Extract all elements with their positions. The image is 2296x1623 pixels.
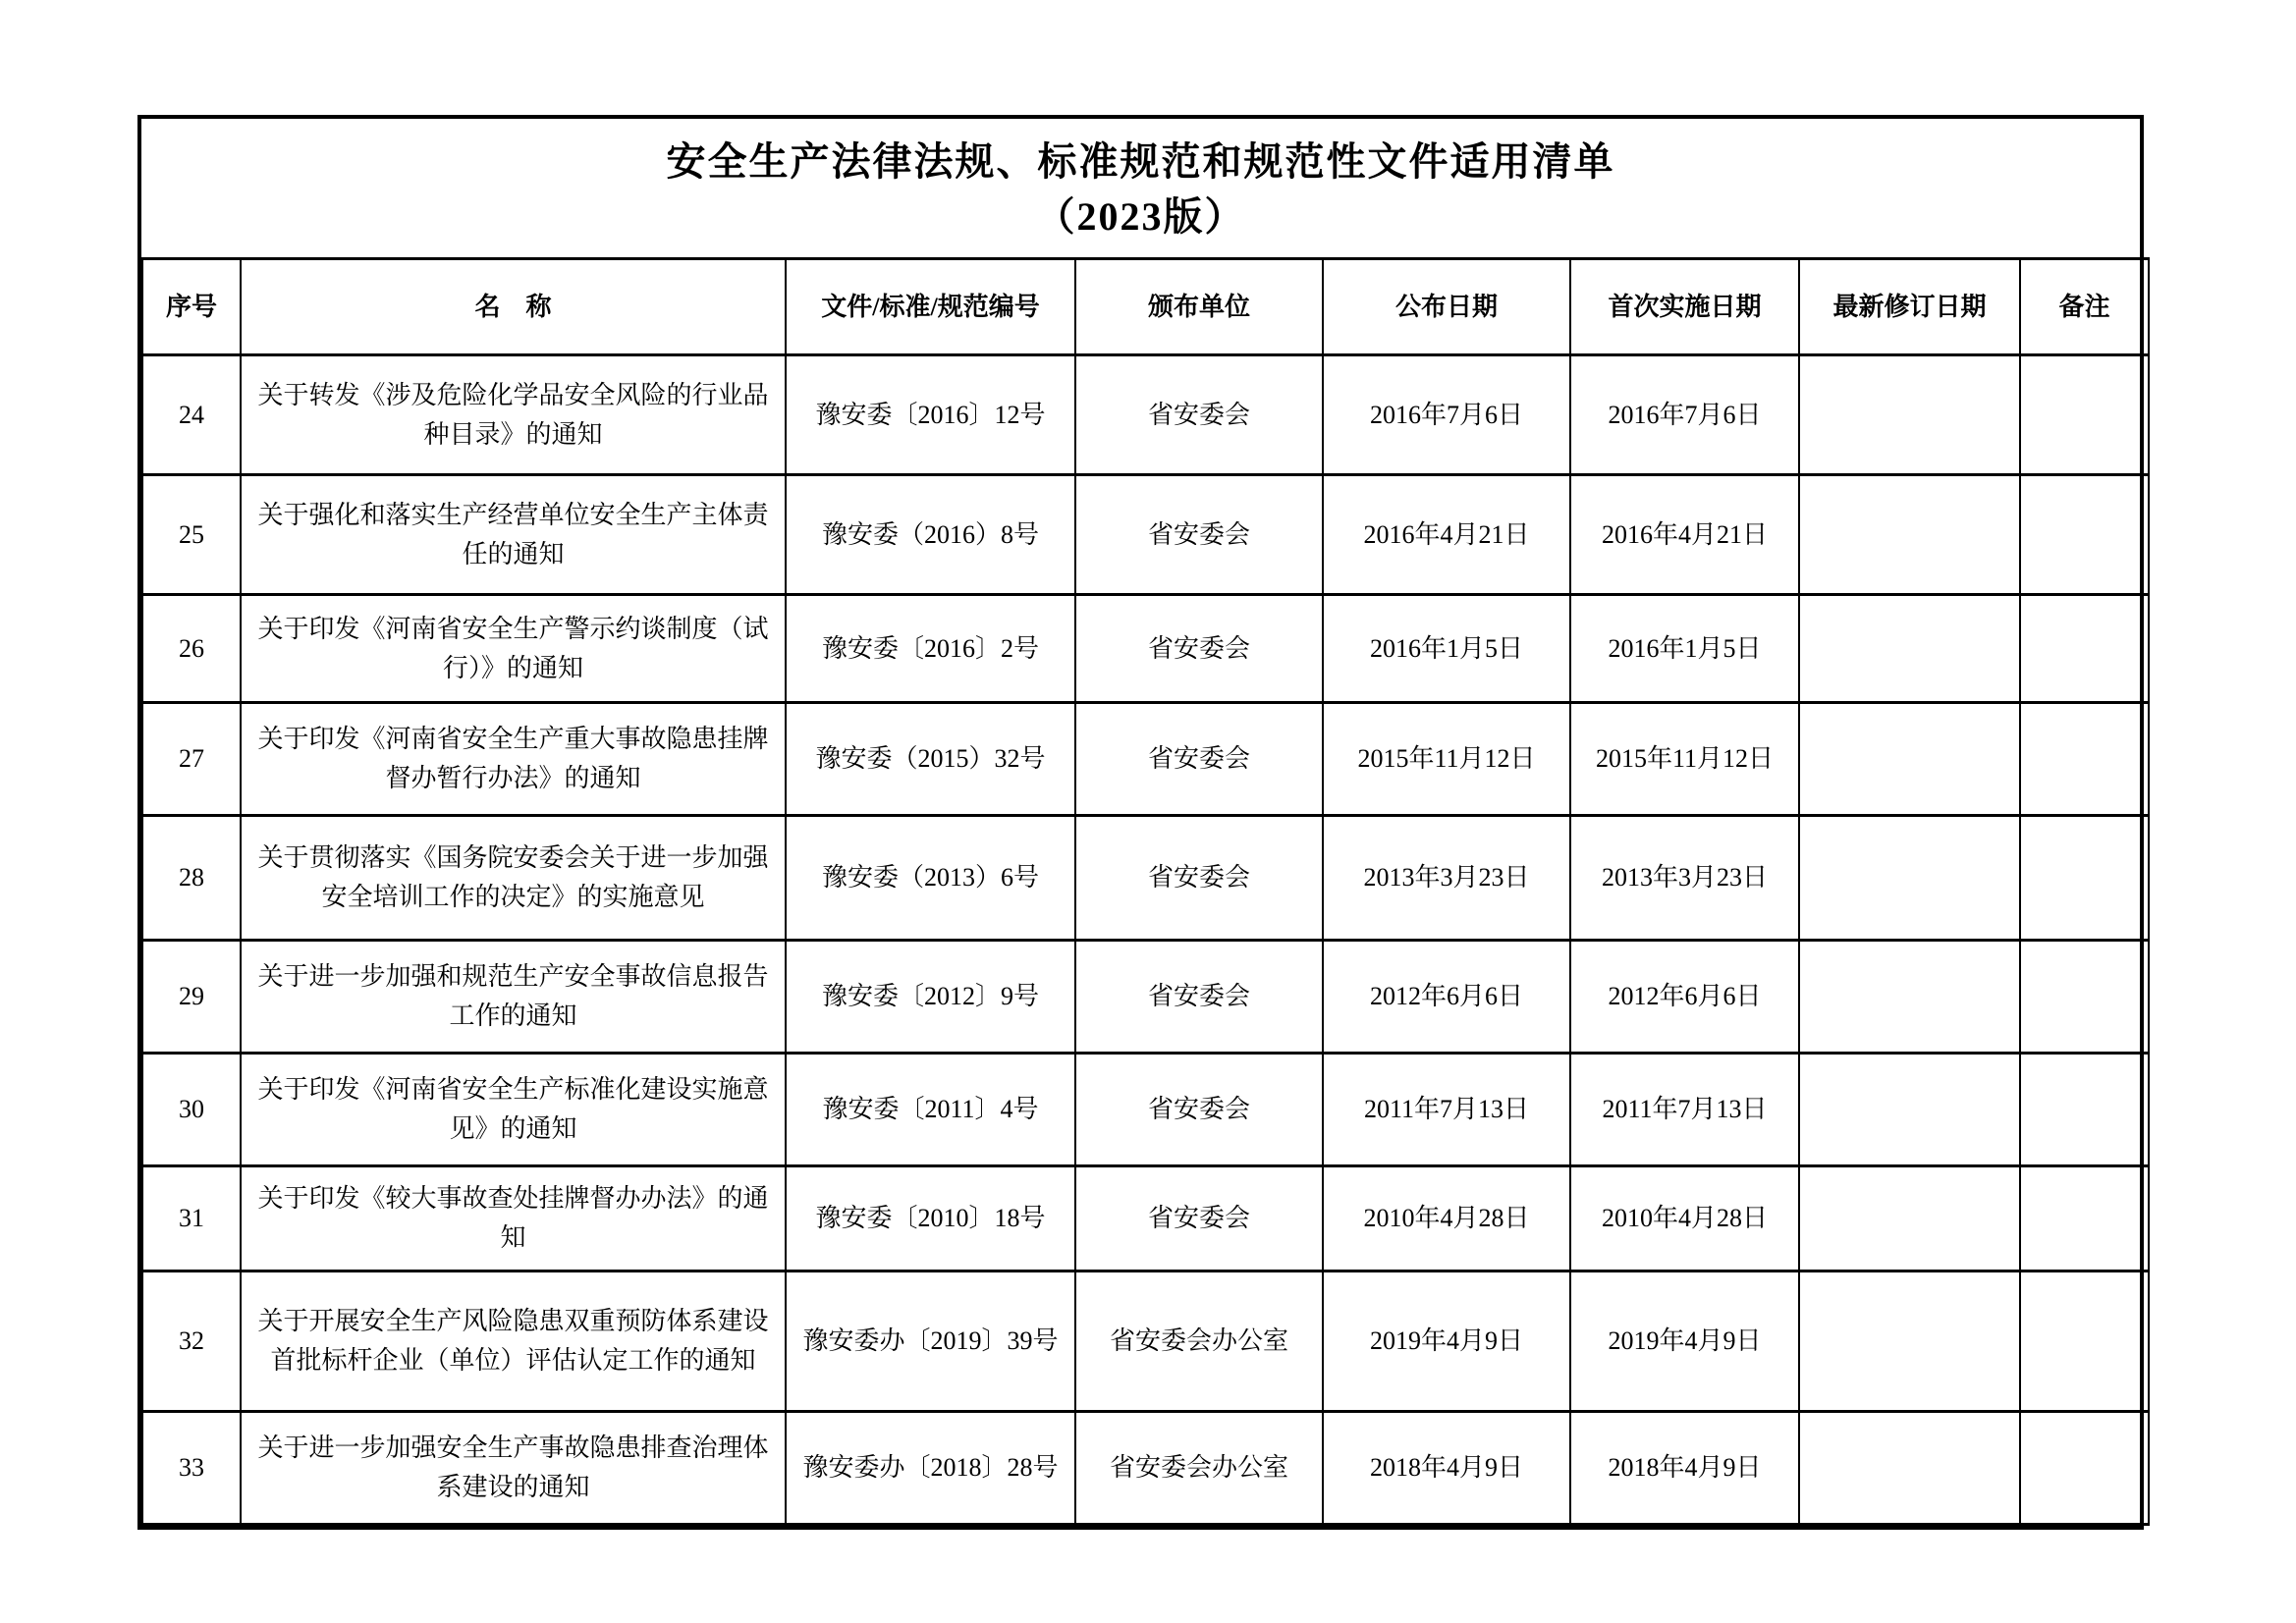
cell-doc-no: 豫安委（2015）32号 [786,703,1075,816]
header-first-impl-date: 首次实施日期 [1570,259,1799,355]
table-row [142,816,2149,941]
cell-first-impl-date: 2012年6月6日 [1570,941,1799,1054]
document-title [141,119,2140,257]
title-line-2: （2023版） [1035,194,1246,239]
cell-name: 关于印发《河南省安全生产重大事故隐患挂牌督办暂行办法》的通知 [241,703,786,816]
title-line-1: 安全生产法律法规、标准规范和规范性文件适用清单 [666,139,1615,184]
cell-latest-revision-date [1799,941,2020,1054]
cell-latest-revision-date [1799,703,2020,816]
cell-doc-no: 豫安委办〔2018〕28号 [786,1412,1075,1525]
cell-doc-no: 豫安委〔2012〕9号 [786,941,1075,1054]
cell-issuer: 省安委会 [1075,355,1323,475]
cell-remarks [2020,1166,2149,1271]
table-row [142,1166,2149,1271]
cell-name: 关于开展安全生产风险隐患双重预防体系建设首批标杆企业（单位）评估认定工作的通知 [241,1271,786,1412]
cell-first-impl-date: 2011年7月13日 [1570,1054,1799,1166]
cell-remarks [2020,941,2149,1054]
cell-remarks [2020,595,2149,703]
cell-publish-date: 2010年4月28日 [1323,1166,1570,1271]
document-page [137,115,2144,1530]
table-row [142,355,2149,475]
cell-remarks [2020,703,2149,816]
table-row [142,703,2149,816]
cell-remarks [2020,1054,2149,1166]
header-publish-date: 公布日期 [1323,259,1570,355]
cell-latest-revision-date [1799,1054,2020,1166]
cell-name: 关于进一步加强和规范生产安全事故信息报告工作的通知 [241,941,786,1054]
cell-name: 关于贯彻落实《国务院安委会关于进一步加强安全培训工作的决定》的实施意见 [241,816,786,941]
table-row [142,1271,2149,1412]
cell-latest-revision-date [1799,595,2020,703]
cell-publish-date: 2019年4月9日 [1323,1271,1570,1412]
cell-name: 关于印发《河南省安全生产标准化建设实施意见》的通知 [241,1054,786,1166]
cell-doc-no: 豫安委〔2010〕18号 [786,1166,1075,1271]
cell-seq: 25 [142,475,241,595]
cell-seq: 27 [142,703,241,816]
cell-publish-date: 2015年11月12日 [1323,703,1570,816]
cell-first-impl-date: 2013年3月23日 [1570,816,1799,941]
cell-issuer: 省安委会 [1075,941,1323,1054]
cell-doc-no: 豫安委（2016）8号 [786,475,1075,595]
cell-first-impl-date: 2016年1月5日 [1570,595,1799,703]
cell-seq: 32 [142,1271,241,1412]
cell-issuer: 省安委会办公室 [1075,1412,1323,1525]
cell-name: 关于强化和落实生产经营单位安全生产主体责任的通知 [241,475,786,595]
cell-name: 关于印发《河南省安全生产警示约谈制度（试行）》的通知 [241,595,786,703]
cell-seq: 30 [142,1054,241,1166]
cell-first-impl-date: 2018年4月9日 [1570,1412,1799,1525]
header-name: 名 称 [241,259,786,355]
cell-issuer: 省安委会 [1075,1166,1323,1271]
header-doc-no: 文件/标准/规范编号 [786,259,1075,355]
cell-publish-date: 2012年6月6日 [1323,941,1570,1054]
header-seq: 序号 [142,259,241,355]
cell-name: 关于转发《涉及危险化学品安全风险的行业品种目录》的通知 [241,355,786,475]
table-row [142,941,2149,1054]
cell-remarks [2020,1271,2149,1412]
cell-remarks [2020,1412,2149,1525]
cell-issuer: 省安委会 [1075,475,1323,595]
cell-doc-no: 豫安委〔2011〕4号 [786,1054,1075,1166]
cell-seq: 24 [142,355,241,475]
cell-seq: 28 [142,816,241,941]
cell-name: 关于印发《较大事故查处挂牌督办办法》的通知 [241,1166,786,1271]
cell-issuer: 省安委会办公室 [1075,1271,1323,1412]
cell-remarks [2020,475,2149,595]
cell-issuer: 省安委会 [1075,703,1323,816]
cell-first-impl-date: 2015年11月12日 [1570,703,1799,816]
cell-latest-revision-date [1799,1412,2020,1525]
header-latest-revision-date: 最新修订日期 [1799,259,2020,355]
cell-name: 关于进一步加强安全生产事故隐患排查治理体系建设的通知 [241,1412,786,1525]
cell-doc-no: 豫安委〔2016〕12号 [786,355,1075,475]
cell-latest-revision-date [1799,816,2020,941]
cell-seq: 26 [142,595,241,703]
cell-first-impl-date: 2016年7月6日 [1570,355,1799,475]
cell-latest-revision-date [1799,475,2020,595]
cell-issuer: 省安委会 [1075,595,1323,703]
cell-publish-date: 2016年7月6日 [1323,355,1570,475]
regulations-table [141,257,2150,1526]
cell-doc-no: 豫安委办〔2019〕39号 [786,1271,1075,1412]
cell-first-impl-date: 2019年4月9日 [1570,1271,1799,1412]
cell-doc-no: 豫安委（2013）6号 [786,816,1075,941]
cell-seq: 31 [142,1166,241,1271]
cell-remarks [2020,816,2149,941]
table-row [142,595,2149,703]
cell-publish-date: 2013年3月23日 [1323,816,1570,941]
cell-remarks [2020,355,2149,475]
cell-publish-date: 2011年7月13日 [1323,1054,1570,1166]
table-row [142,1412,2149,1525]
header-issuer: 颁布单位 [1075,259,1323,355]
cell-latest-revision-date [1799,1271,2020,1412]
cell-issuer: 省安委会 [1075,1054,1323,1166]
table-row [142,1054,2149,1166]
cell-first-impl-date: 2016年4月21日 [1570,475,1799,595]
cell-issuer: 省安委会 [1075,816,1323,941]
cell-seq: 33 [142,1412,241,1525]
cell-publish-date: 2018年4月9日 [1323,1412,1570,1525]
cell-seq: 29 [142,941,241,1054]
cell-latest-revision-date [1799,355,2020,475]
header-remarks: 备注 [2020,259,2149,355]
cell-doc-no: 豫安委〔2016〕2号 [786,595,1075,703]
table-header-row [142,259,2149,355]
table-row [142,475,2149,595]
cell-latest-revision-date [1799,1166,2020,1271]
cell-first-impl-date: 2010年4月28日 [1570,1166,1799,1271]
cell-publish-date: 2016年4月21日 [1323,475,1570,595]
cell-publish-date: 2016年1月5日 [1323,595,1570,703]
